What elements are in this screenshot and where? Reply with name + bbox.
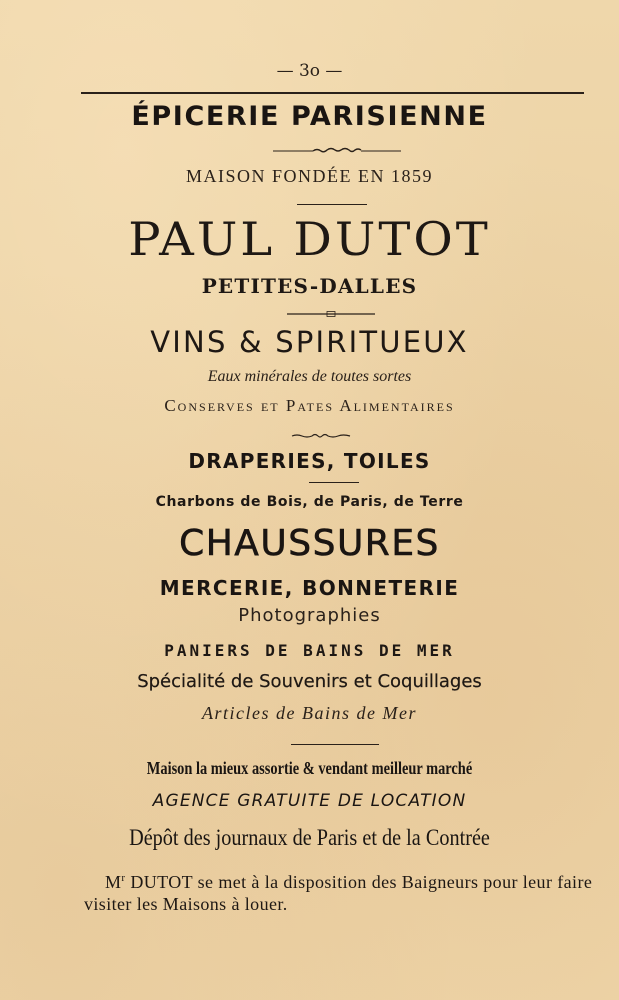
draperies-heading: DRAPERIES, TOILES (188, 449, 431, 473)
short-rule-divider (291, 744, 379, 745)
notice-paragraph (84, 871, 596, 915)
agence-line: AGENCE GRATUITE DE LOCATION (152, 791, 467, 811)
short-rule-divider (309, 482, 359, 483)
notice-text: DUTOT se met à la disposition des Baigneurs pour leur faire visiter les Maisons à louer. (84, 872, 593, 914)
mercerie-heading: MERCERIE, BONNETERIE (159, 576, 460, 600)
photographies-line: Photographies (238, 605, 381, 626)
small-flourish-icon (290, 432, 354, 440)
short-rule-divider (297, 204, 367, 205)
founded-line: MAISON FONDÉE EN 1859 (186, 166, 433, 186)
top-rule-divider (81, 92, 584, 94)
chaussures-heading: CHAUSSURES (179, 523, 440, 564)
wines-spirits-heading: VINS & SPIRITUEUX (150, 325, 469, 359)
paniers-line: PANIERS DE BAINS DE MER (164, 641, 455, 660)
articles-line: Articles de Bains de Mer (202, 703, 417, 723)
depot-line: Dépôt des journaux de Paris et de la Contrée (129, 825, 490, 850)
location-name: PETITES-DALLES (201, 274, 418, 298)
charbons-line: Charbons de Bois, de Paris, de Terre (155, 494, 464, 510)
specialite-line: Spécialité de Souvenirs et Coquillages (137, 671, 482, 692)
proprietor-name: PAUL DUTOT (128, 213, 491, 267)
conserves-line: Conserves et Pates Alimentaires (164, 396, 455, 415)
shop-title: ÉPICERIE PARISIENNE (131, 101, 488, 132)
maison-line: Maison la mieux assortie & vendant meilleur marché (146, 758, 473, 778)
notice-title-prefix: M (105, 872, 122, 892)
page-number: — 3o — (276, 61, 343, 81)
rule-ornament-icon (287, 310, 375, 318)
flourish-ornament-icon (273, 146, 401, 156)
mineral-waters-line: Eaux minérales de toutes sortes (207, 368, 412, 385)
notice-title-sup: r (121, 872, 126, 884)
